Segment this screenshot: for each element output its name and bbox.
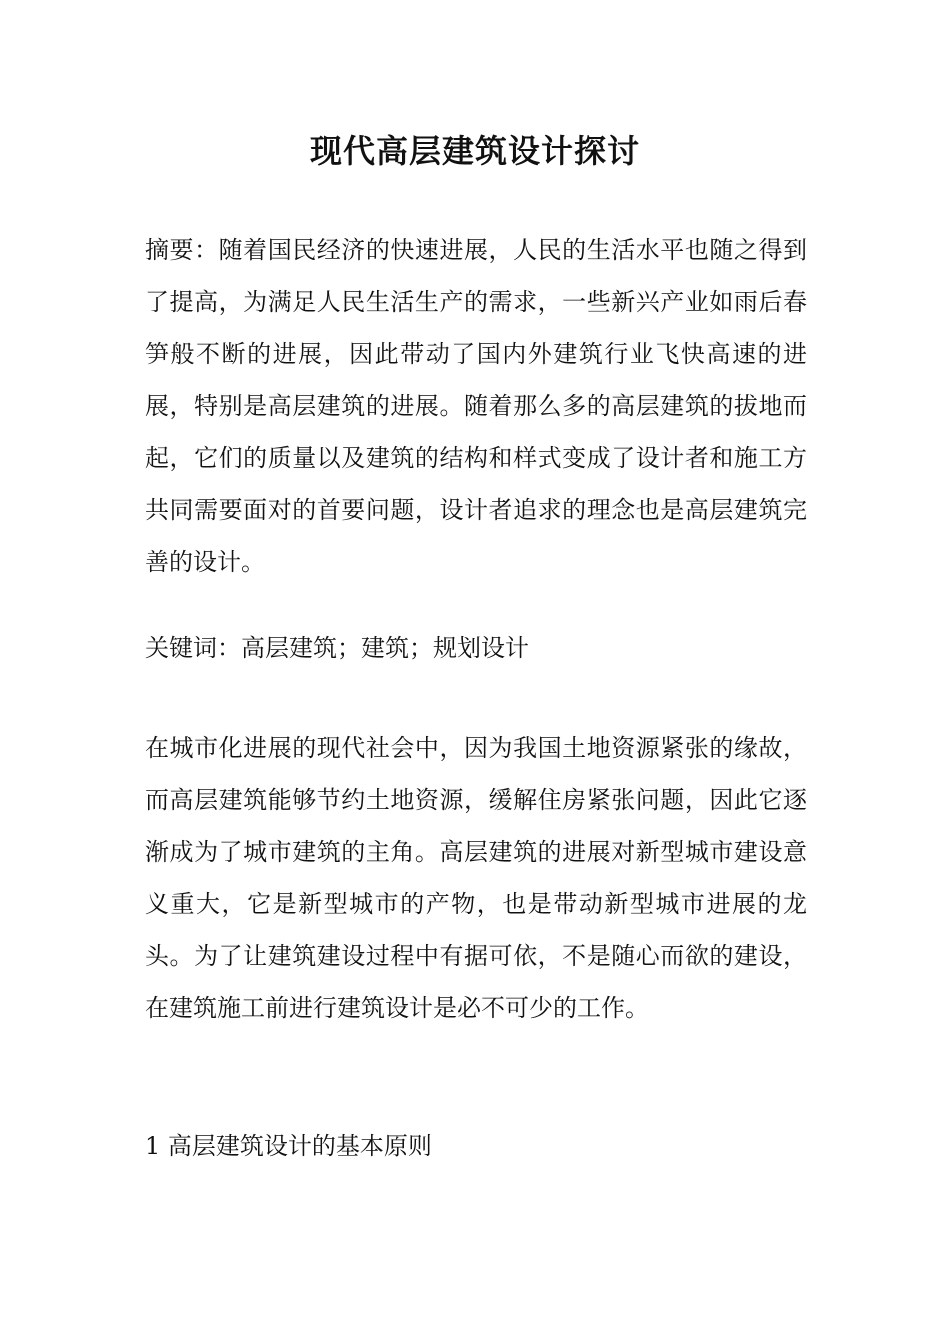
document-title: 现代高层建筑设计探讨: [309, 132, 640, 170]
abstract-paragraph: 摘要：随着国民经济的快速进展，人民的生活水平也随之得到了提高，为满足人民生活生产的需求，一些新兴产业如雨后春笋般不断的进展，因此带动了国内外建筑行业飞快高速的进展，特别是高层建筑的进展。随着那么多的高层建筑的拔地而起，它们的质量以及建筑的结构和样式变成了设计者和施工方共同需要面对的首要问题，设计者追求的理念也是高层建筑完善的设计。: [145, 236, 807, 576]
intro-paragraph: 在城市化进展的现代社会中，因为我国土地资源紧张的缘故，而高层建筑能够节约土地资源，缓解住房紧张问题，因此它逐渐成为了城市建筑的主角。高层建筑的进展对新型城市建设意义重大，它是新型城市的产物，也是带动新型城市进展的龙头。为了让建筑建设过程中有据可依，不是随心而欲的建设，在建筑施工前进行建筑设计是必不可少的工作。: [145, 734, 807, 1022]
section-heading: 1 高层建筑设计的基本原则: [145, 1132, 432, 1160]
keywords-line: 关键词：高层建筑；建筑；规划设计: [145, 634, 529, 662]
